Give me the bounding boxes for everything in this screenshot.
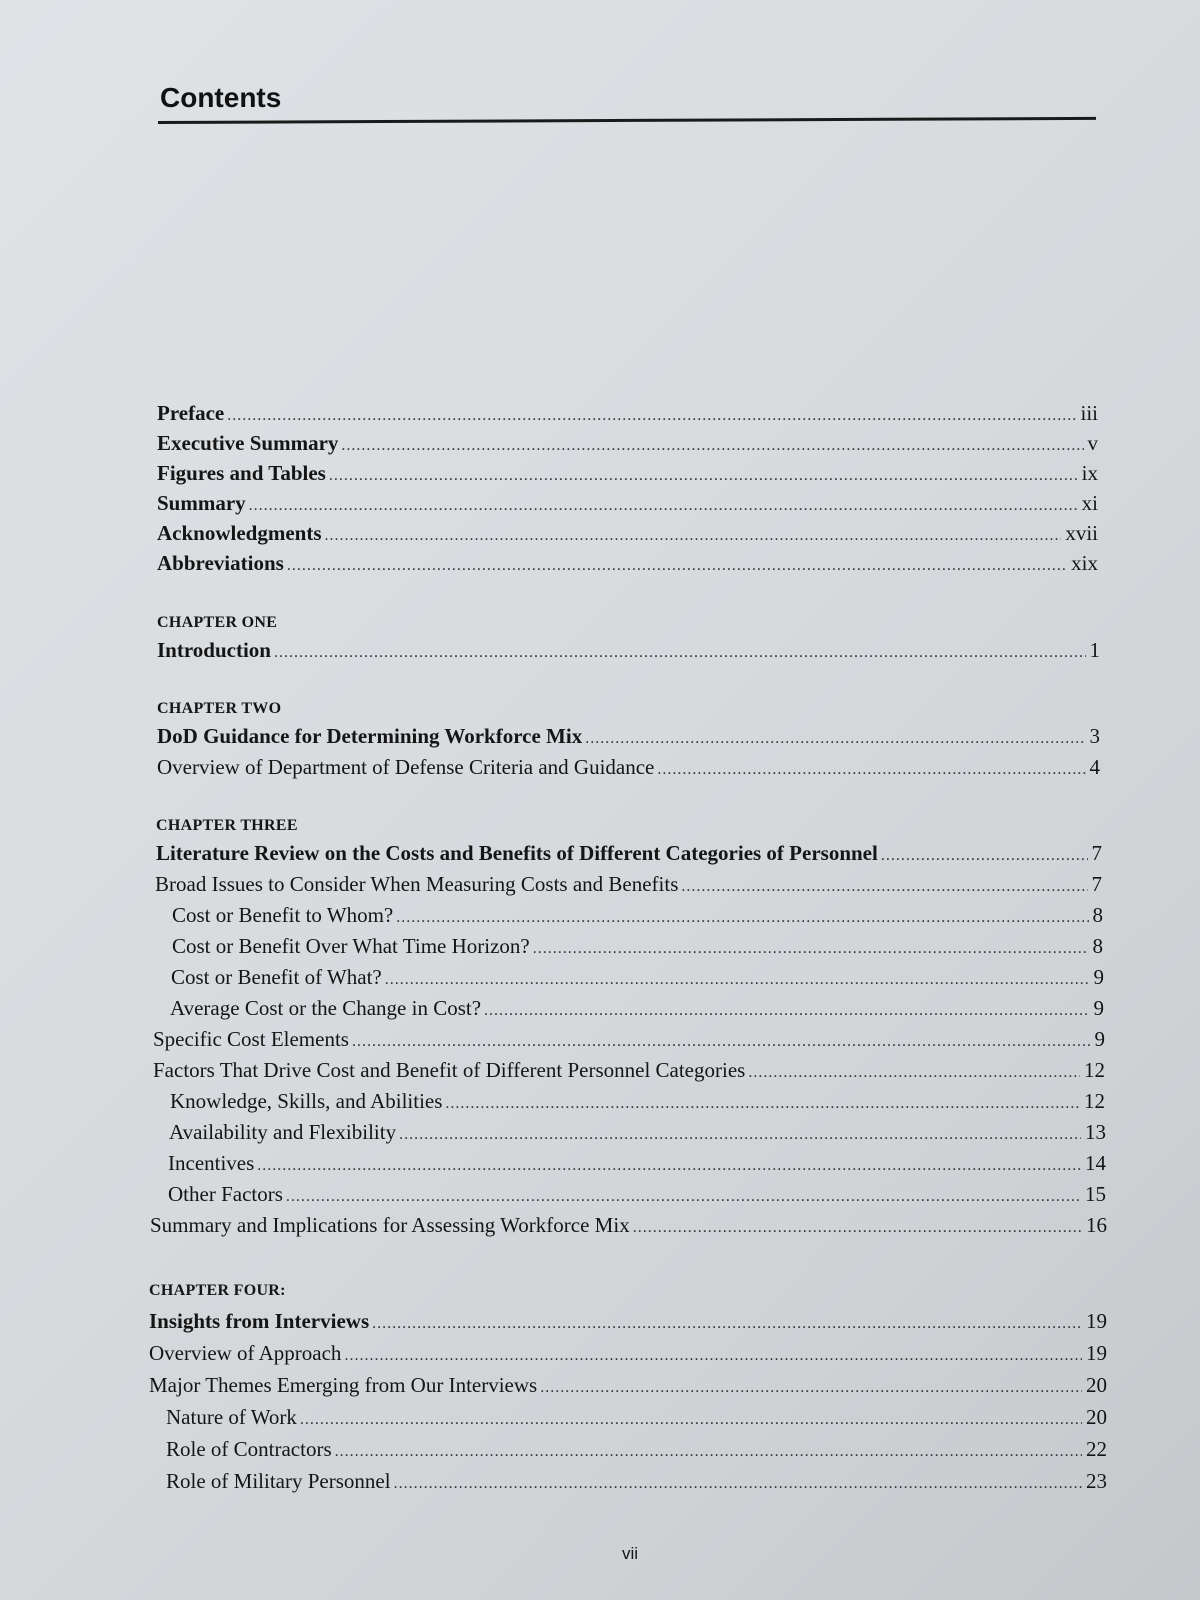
toc-entry-title: Specific Cost Elements [153,1027,349,1051]
toc-entry-page: 7 [1091,872,1102,896]
toc-entry-title: Cost or Benefit of What? [171,965,382,989]
dot-leader [484,997,1089,1025]
toc-chapter-title[interactable] [149,1307,1107,1338]
toc-entry-title: Knowledge, Skills, and Abilities [170,1089,443,1113]
toc-entry-page: iii [1080,401,1098,425]
toc-section-entry[interactable] [155,870,1102,901]
toc-entry-title: Figures and Tables [157,461,326,485]
dot-leader [445,1090,1080,1118]
toc-section-entry[interactable] [150,1211,1107,1242]
toc-entry-title: Overview of Department of Defense Criteria and Guidance [157,755,655,779]
toc-entry-title: Cost or Benefit to Whom? [172,903,394,927]
toc-entry-abbreviations[interactable] [157,549,1098,580]
toc-section-entry[interactable] [149,1371,1107,1402]
dot-leader [325,522,1062,550]
dot-leader [287,552,1067,580]
toc-entry-page: 19 [1086,1341,1107,1365]
dot-leader [681,873,1087,901]
toc-subsection-entry[interactable] [166,1467,1107,1498]
toc-subsection-entry[interactable] [168,1149,1106,1180]
dot-leader [372,1310,1082,1338]
toc-section-entry[interactable] [157,753,1100,784]
toc-subsection-entry[interactable] [166,1403,1107,1434]
toc-entry-title: Executive Summary [157,431,339,455]
dot-leader [257,1152,1081,1180]
dot-leader [341,432,1083,460]
toc-chapter-title[interactable] [156,839,1102,870]
toc-section-entry[interactable] [149,1339,1107,1370]
toc-entry-page: 23 [1086,1469,1107,1493]
dot-leader [329,462,1078,490]
toc-entry-acknowledgments[interactable] [157,519,1098,550]
toc-entry-title: Incentives [168,1151,255,1175]
toc-entry-page: xvii [1065,521,1098,545]
toc-entry-page: 22 [1086,1437,1107,1461]
page-number: vii [622,1544,639,1563]
toc-subsection-entry[interactable] [172,932,1103,963]
toc-entry-page: 20 [1086,1405,1107,1429]
toc-entry-preface[interactable] [157,399,1098,430]
dot-leader [274,639,1086,667]
dot-leader [748,1059,1080,1087]
toc-entry-page: 19 [1086,1309,1107,1333]
chapter-label: CHAPTER THREE [156,817,298,834]
toc-chapter-title[interactable] [157,722,1100,753]
toc-entry-title: Literature Review on the Costs and Benefits of Different Categories of Personnel [156,841,878,865]
toc-subsection-entry[interactable] [169,1118,1106,1149]
toc-subsection-entry[interactable] [168,1180,1106,1211]
page-title: Contents [160,82,282,113]
toc-entry-page: 13 [1085,1120,1106,1144]
toc-section-entry[interactable] [153,1056,1105,1087]
toc-entry-title: Acknowledgments [157,521,322,545]
dot-leader [881,842,1088,870]
toc-entry-title: Abbreviations [157,551,284,575]
toc-entry-page: xi [1081,491,1098,515]
dot-leader [385,966,1090,994]
toc-entry-page: 16 [1086,1213,1107,1237]
toc-entry-title: Factors That Drive Cost and Benefit of Different Personnel Categories [153,1058,746,1082]
toc-entry-page: 8 [1092,903,1103,927]
toc-entry-page: 15 [1085,1182,1106,1206]
dot-leader [657,756,1085,784]
dot-leader [227,402,1076,430]
toc-subsection-entry[interactable] [170,1087,1105,1118]
toc-entry-page: 12 [1084,1089,1105,1113]
chapter-label: CHAPTER TWO [157,700,282,717]
toc-entry-title: Nature of Work [166,1405,297,1429]
toc-entry-page: 9 [1094,1027,1105,1051]
chapter-label: CHAPTER ONE [157,614,278,631]
toc-entry-page: 8 [1092,934,1103,958]
toc-entry-title: Preface [157,401,225,425]
toc-entry-page: v [1087,431,1098,455]
toc-subsection-entry[interactable] [171,963,1104,994]
toc-entry-title: Cost or Benefit Over What Time Horizon? [172,934,530,958]
toc-subsection-entry[interactable] [170,994,1104,1025]
toc-entry-page: 3 [1089,724,1100,748]
toc-entry-page: xix [1071,551,1098,575]
dot-leader [533,935,1089,963]
toc-entry-title: Overview of Approach [149,1341,342,1365]
toc-entry-page: 9 [1093,996,1104,1020]
dot-leader [394,1470,1082,1498]
toc-entry-title: Average Cost or the Change in Cost? [170,996,482,1020]
dot-leader [300,1406,1082,1434]
toc-entry-executive-summary[interactable] [157,429,1098,460]
toc-entry-title: Role of Contractors [166,1437,332,1461]
dot-leader [249,492,1078,520]
toc-subsection-entry[interactable] [172,901,1103,932]
dot-leader [399,1121,1081,1149]
toc-entry-title: Introduction [157,638,271,662]
dot-leader [344,1342,1082,1370]
toc-chapter-title[interactable] [157,636,1100,667]
dot-leader [633,1214,1082,1242]
toc-entry-page: 20 [1086,1373,1107,1397]
toc-entry-title: Summary and Implications for Assessing Workforce Mix [150,1213,630,1237]
toc-entry-page: 4 [1089,755,1100,779]
toc-entry-title: Broad Issues to Consider When Measuring Costs and Benefits [155,872,679,896]
toc-entry-title: Summary [157,491,246,515]
toc-entry-page: 7 [1091,841,1102,865]
toc-entry-title: Role of Military Personnel [166,1469,391,1493]
dot-leader [585,725,1085,753]
toc-entry-page: 1 [1089,638,1100,662]
toc-section-entry[interactable] [153,1025,1105,1056]
dot-leader [335,1438,1082,1466]
toc-entry-page: 12 [1084,1058,1105,1082]
dot-leader [352,1028,1091,1056]
toc-entry-figures-and-tables[interactable] [157,459,1098,490]
toc-entry-title: Other Factors [168,1182,283,1206]
toc-entry-title: Major Themes Emerging from Our Interviews [149,1373,538,1397]
toc-entry-page: 9 [1093,965,1104,989]
dot-leader [286,1183,1081,1211]
dot-leader [540,1374,1082,1402]
dot-leader [396,904,1088,932]
chapter-label: CHAPTER FOUR: [149,1282,286,1299]
toc-entry-title: DoD Guidance for Determining Workforce Mix [157,724,583,748]
toc-entry-page: ix [1081,461,1098,485]
toc-entry-summary[interactable] [157,489,1098,520]
toc-entry-title: Insights from Interviews [149,1309,370,1333]
toc-entry-title: Availability and Flexibility [169,1120,397,1144]
toc-entry-page: 14 [1085,1151,1106,1175]
toc-subsection-entry[interactable] [166,1435,1107,1466]
